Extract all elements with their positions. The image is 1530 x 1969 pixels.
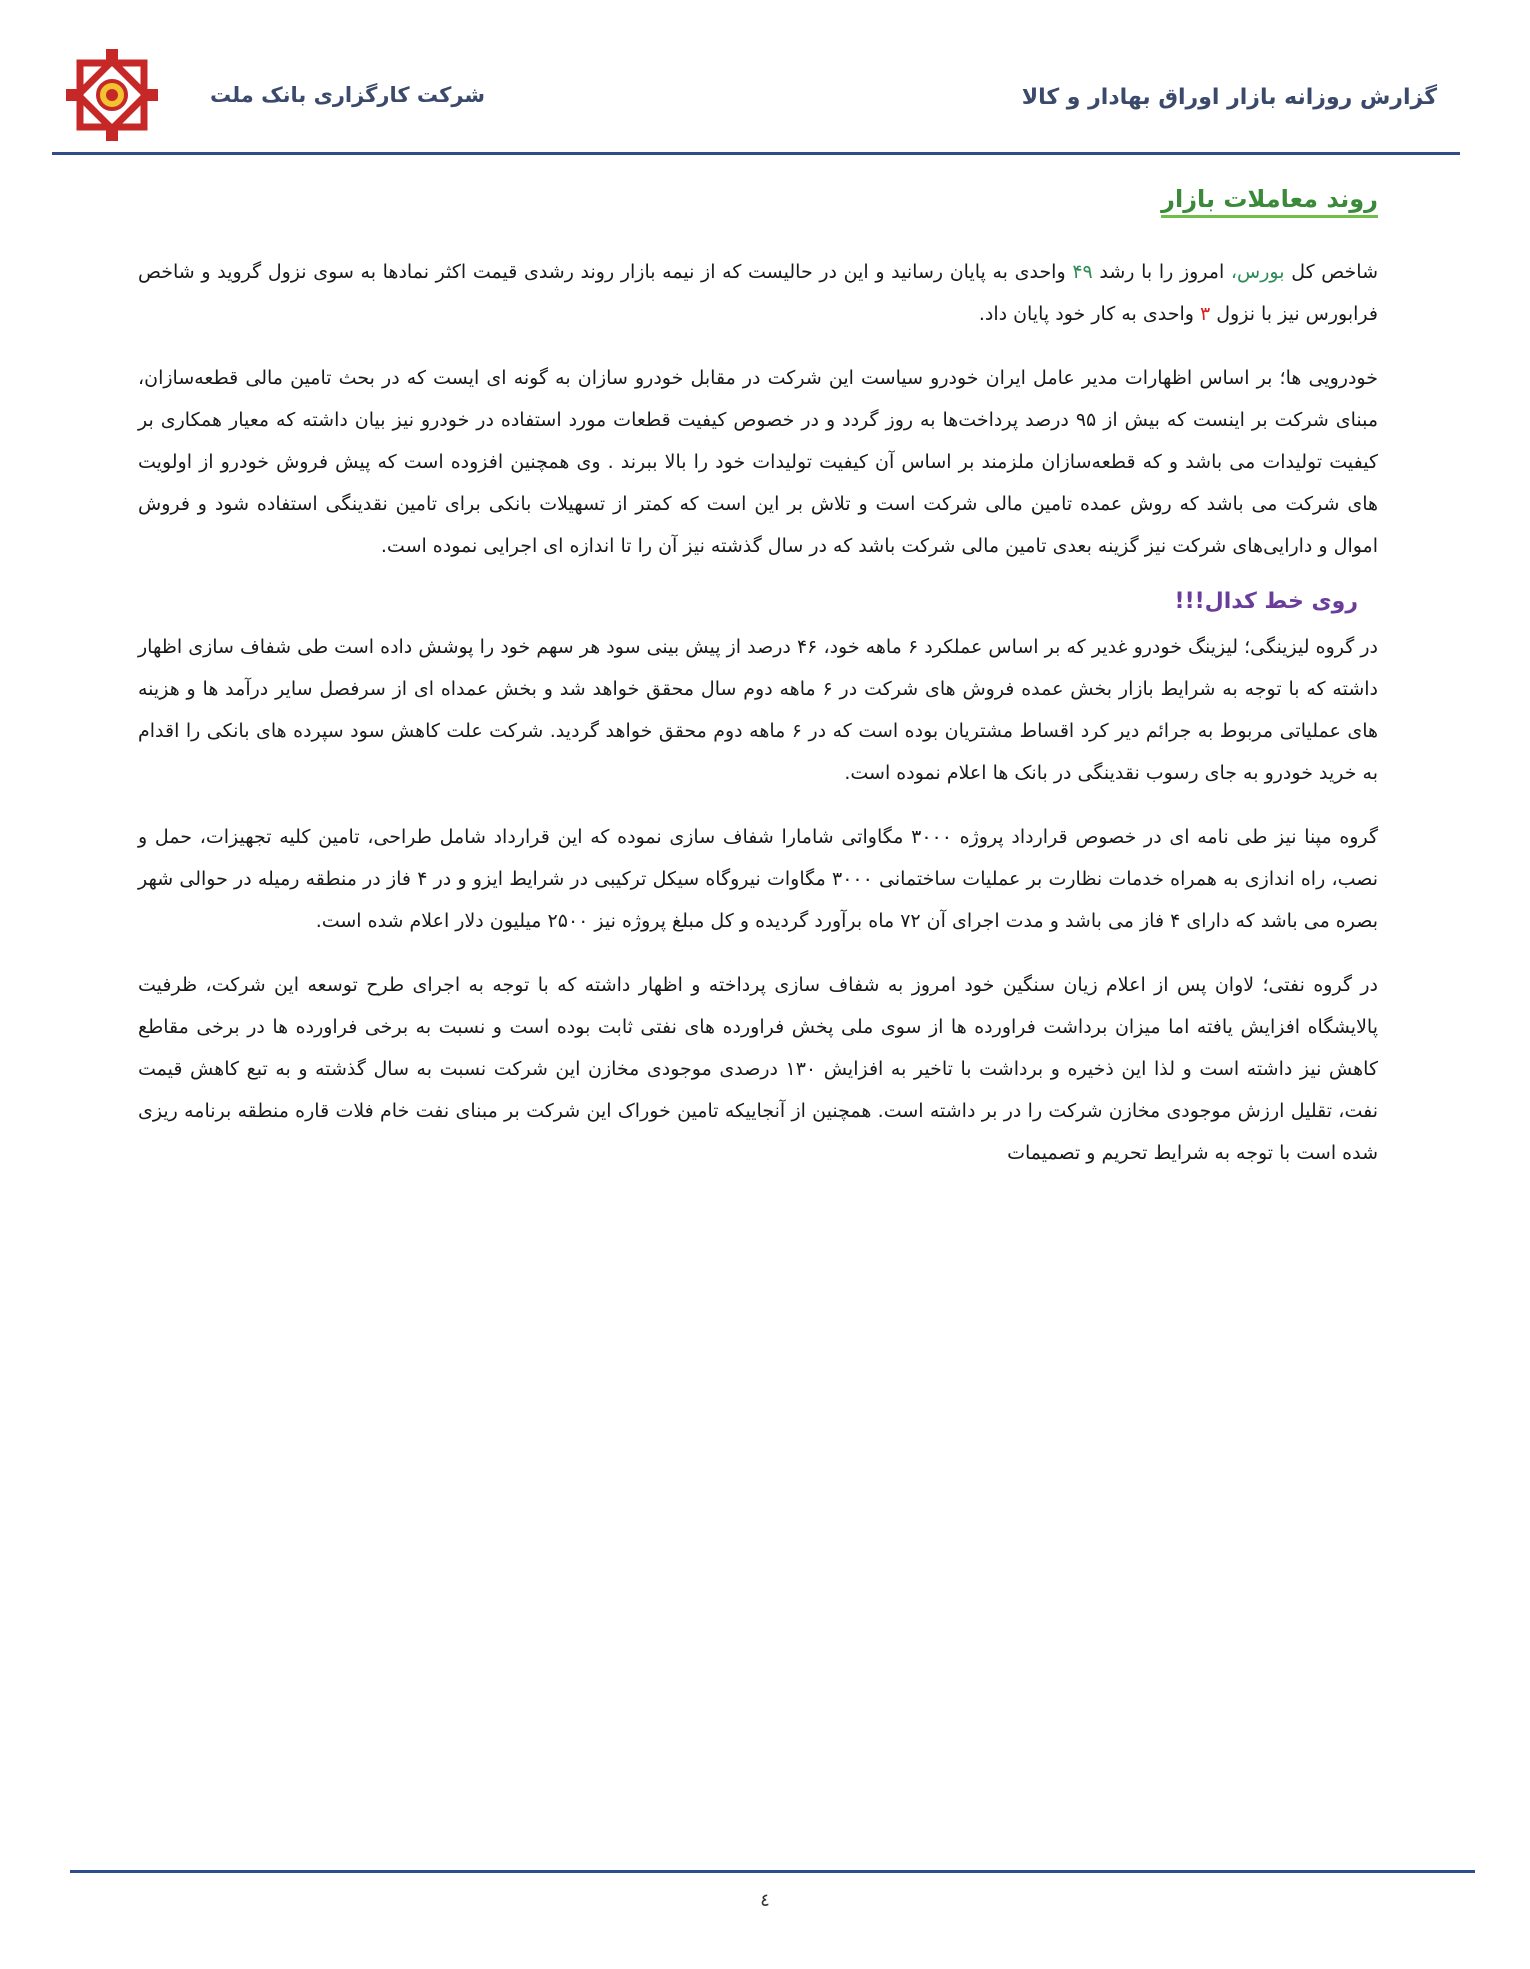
company-name: شرکت کارگزاری بانک ملت [210, 83, 486, 107]
paragraph-oil: در گروه نفتی؛ لاوان پس از اعلام زیان سنگین خود امروز به شفاف سازی پرداخته و اظهار داشته که با توجه به اجرای طرح توسعه این شرکت، ظرفیت پالایشگاه افزایش یافته اما میزان برداشت فراورده ها از سوی ملی پخش فراورده های نفتی ثابت بوده است و نسبت به برخی فراورده ها در برخی مقاطع کاهش نیز داشته است و لذا این ذخیره و برداشت با تاخیر به افزایش ۱۳۰ درصدی موجودی مخازن این شرکت نسبت به سال گذشته و به تبع کاهش قیمت نفت، تقلیل ارزش موجودی مخازن شرکت را در بر داشته است. همچنین از آنجاییکه تامین خوراک این شرکت بر مبنای نفت خام فلات قاره منطقه برنامه ریزی شده است با توجه به شرایط تحریم و تصمیمات [138, 974, 1378, 1164]
highlight-bourse: بورس، [1230, 261, 1285, 283]
highlight-decline-value: ۳ [1199, 303, 1211, 325]
paragraph-mapna: گروه مپنا نیز طی نامه ای در خصوص قرارداد پروژه ۳۰۰۰ مگاواتی شامارا شفاف سازی نموده که این قرارداد شامل طراحی، تامین کلیه تجهیزات، حمل و نصب، راه اندازی به همراه خدمات نظارت بر عملیات ساختمانی ۳۰۰۰ مگاوات نیروگاه سیکل ترکیبی در شرایط ایزو و در ۴ فاز در منطقه رمیله در حوالی شهر بصره می باشد که دارای ۴ فاز می باشد و مدت اجرای آن ۷۲ ماه برآورد گردیده و کل مبلغ پروژه نیز ۲۵۰۰ میلیون دلار اعلام شده است. [138, 826, 1379, 932]
page-number: ٤ [760, 1890, 770, 1911]
highlight-growth-value: ۴۹ [1072, 261, 1093, 283]
paragraph-automotive: خودرویی ها؛ بر اساس اظهارات مدیر عامل ایران خودرو سیاست این شرکت در مقابل خودرو سازان به گونه ای ایست که در بحث تامین مالی قطعه‌سازان، مبنای شرکت بر اینست که بیش از ۹۵ درصد پرداخت‌ها به روز گردد و در خصوص کیفیت قطعات مورد استفاده در خودرو نیز بیان داشته که معیار همکاری بر کیفیت تولیدات می باشد و که قطعه‌سازان ملزمند بر اساس آن کیفیت تولیدات خود را بالا ببرند . وی همچنین افزوده است که پیش فروش خودرو از اولویت های شرکت می باشد که روش عمده تامین مالی شرکت است و تلاش بر این است که کمتر از تسهیلات بانکی برای تامین نقدینگی استفاده شود و فروش اموال و دارایی‌های شرکت نیز گزینه بعدی تامین مالی شرکت باشد که در سال گذشته نیز آن را تا اندازه ای اجرایی نموده است. [138, 367, 1378, 557]
codal-subheading: روی خط کدال!!! [1174, 589, 1358, 614]
paragraph-market-index: شاخص کل بورس، امروز را با رشد ۴۹ واحدی به پایان رسانید و این در حالیست که از نیمه بازار روند رشدی قیمت اکثر نمادها به سوی نزول گروید و شاخص فرابورس نیز با نزول ۳ واحدی به کار خود پایان داد. [138, 261, 1379, 325]
section-heading: روند معاملات بازار [138, 185, 1378, 213]
bank-mellat-logo-icon [62, 45, 162, 145]
header-divider [52, 152, 1460, 155]
footer-divider [70, 1870, 1475, 1873]
report-title: گزارش روزانه بازار اوراق بهادار و کالا [1021, 85, 1437, 110]
report-body [138, 185, 1378, 1196]
paragraph-leasing: در گروه لیزینگی؛ لیزینگ خودرو غدیر که بر اساس عملکرد ۶ ماهه خود، ۴۶ درصد از پیش بینی سود هر سهم خود را پوشش داده است طی شفاف سازی اظهار داشته که با توجه به شرایط بازار بخش عمده فروش های شرکت در ۶ ماهه دوم سال محقق خواهد شد و بخش عمداه ای از سرفصل سایر درآمد ها و هزینه های عملیاتی مربوط به جرائم دیر کرد اقساط مشتریان بوده است که در ۶ ماهه دوم محقق خواهد گردید. شرکت علت کاهش سود سپرده های بانکی را اقدام به خرید خودرو به جای رسوب نقدینگی در بانک ها اعلام نموده است. [138, 636, 1378, 784]
